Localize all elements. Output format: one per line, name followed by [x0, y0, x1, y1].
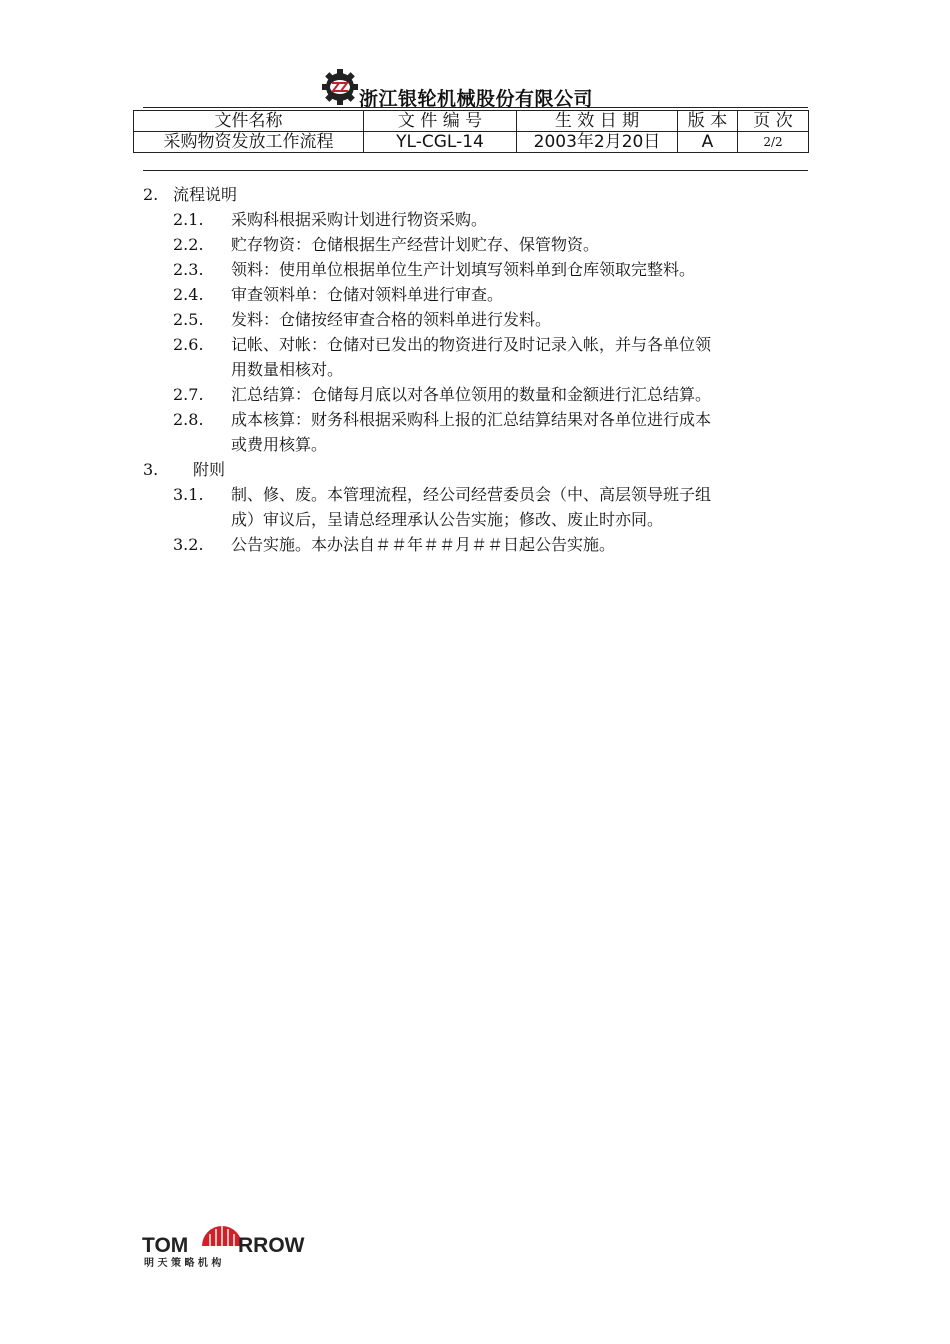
document-info-table	[133, 110, 809, 153]
item-text: 审查领料单：仓储对领料单进行审查。	[231, 285, 504, 304]
item-number: 2.8.	[173, 410, 204, 429]
list-item-line	[143, 282, 813, 307]
table-value-row	[134, 132, 809, 153]
list-item-line	[143, 207, 813, 232]
logo-text-right: RROW	[238, 1234, 305, 1257]
item-number: 2.5.	[173, 310, 204, 329]
value-doc-number: YL-CGL-14	[364, 132, 517, 153]
document-header	[133, 68, 808, 108]
table-header-row	[134, 111, 809, 132]
header-page: 页 次	[738, 111, 809, 132]
logo-subtitle: 明 天 策 略 机 构	[144, 1258, 222, 1269]
value-effective-date: 2003年2月20日	[517, 132, 678, 153]
value-version: A	[678, 132, 738, 153]
section-number: 3.	[143, 460, 159, 479]
item-text: 贮存物资：仓储根据生产经营计划贮存、保管物资。	[231, 235, 600, 254]
header-effective-date: 生 效 日 期	[517, 111, 678, 132]
header-version: 版 本	[678, 111, 738, 132]
item-number: 2.1.	[173, 210, 204, 229]
logo-text-left: TOM	[142, 1234, 189, 1257]
section-heading	[143, 182, 813, 207]
list-item-line	[143, 432, 813, 457]
value-doc-name: 采购物资发放工作流程	[134, 132, 364, 153]
item-number: 2.2.	[173, 235, 204, 254]
header-doc-number: 文 件 编 号	[364, 111, 517, 132]
list-item-line	[143, 507, 813, 532]
company-name: 浙江银轮机械股份有限公司	[359, 88, 594, 110]
item-text: 用数量相核对。	[231, 360, 344, 379]
list-item-line	[143, 382, 813, 407]
header-doc-name: 文件名称	[134, 111, 364, 132]
item-number: 3.2.	[173, 535, 204, 554]
list-item-line	[143, 357, 813, 382]
list-item-line	[143, 532, 813, 557]
list-item-line	[143, 407, 813, 432]
list-item-line	[143, 232, 813, 257]
item-number: 2.7.	[173, 385, 204, 404]
tomorrow-logo	[140, 1210, 310, 1270]
section-title: 流程说明	[173, 185, 238, 204]
section-number: 2.	[143, 185, 159, 204]
item-text: 领料：使用单位根据单位生产计划填写领料单到仓库领取完整料。	[231, 260, 696, 279]
section-title: 附则	[193, 460, 226, 479]
section-2-items	[143, 207, 813, 457]
item-text: 发料：仓储按经审查合格的领料单进行发料。	[231, 310, 552, 329]
list-item-line	[143, 307, 813, 332]
list-item-line	[143, 257, 813, 282]
item-number: 3.1.	[173, 485, 204, 504]
header-divider	[143, 107, 808, 108]
company-logo-icon	[321, 68, 359, 106]
item-text: 制、修、废。本管理流程，经公司经营委员会（中、高层领导班子组	[231, 485, 712, 504]
list-item-line	[143, 482, 813, 507]
item-text: 记帐、对帐：仓储对已发出的物资进行及时记录入帐，并与各单位领	[231, 335, 712, 354]
item-text: 汇总结算：仓储每月底以对各单位领用的数量和金额进行汇总结算。	[231, 385, 712, 404]
section-3-items	[143, 482, 813, 557]
item-number: 2.4.	[173, 285, 204, 304]
value-page: 2/2	[738, 132, 809, 153]
list-item-line	[143, 332, 813, 357]
item-number: 2.3.	[173, 260, 204, 279]
item-text: 成）审议后，呈请总经理承认公告实施；修改、废止时亦同。	[231, 510, 664, 529]
content-divider	[143, 170, 808, 171]
item-text: 采购科根据采购计划进行物资采购。	[231, 210, 488, 229]
item-number: 2.6.	[173, 335, 204, 354]
document-body	[143, 182, 813, 557]
item-text: 或费用核算。	[231, 435, 328, 454]
item-text: 成本核算：财务科根据采购科上报的汇总结算结果对各单位进行成本	[231, 410, 712, 429]
section-heading	[143, 457, 813, 482]
item-text: 公告实施。本办法自＃＃年＃＃月＃＃日起公告实施。	[231, 535, 616, 554]
